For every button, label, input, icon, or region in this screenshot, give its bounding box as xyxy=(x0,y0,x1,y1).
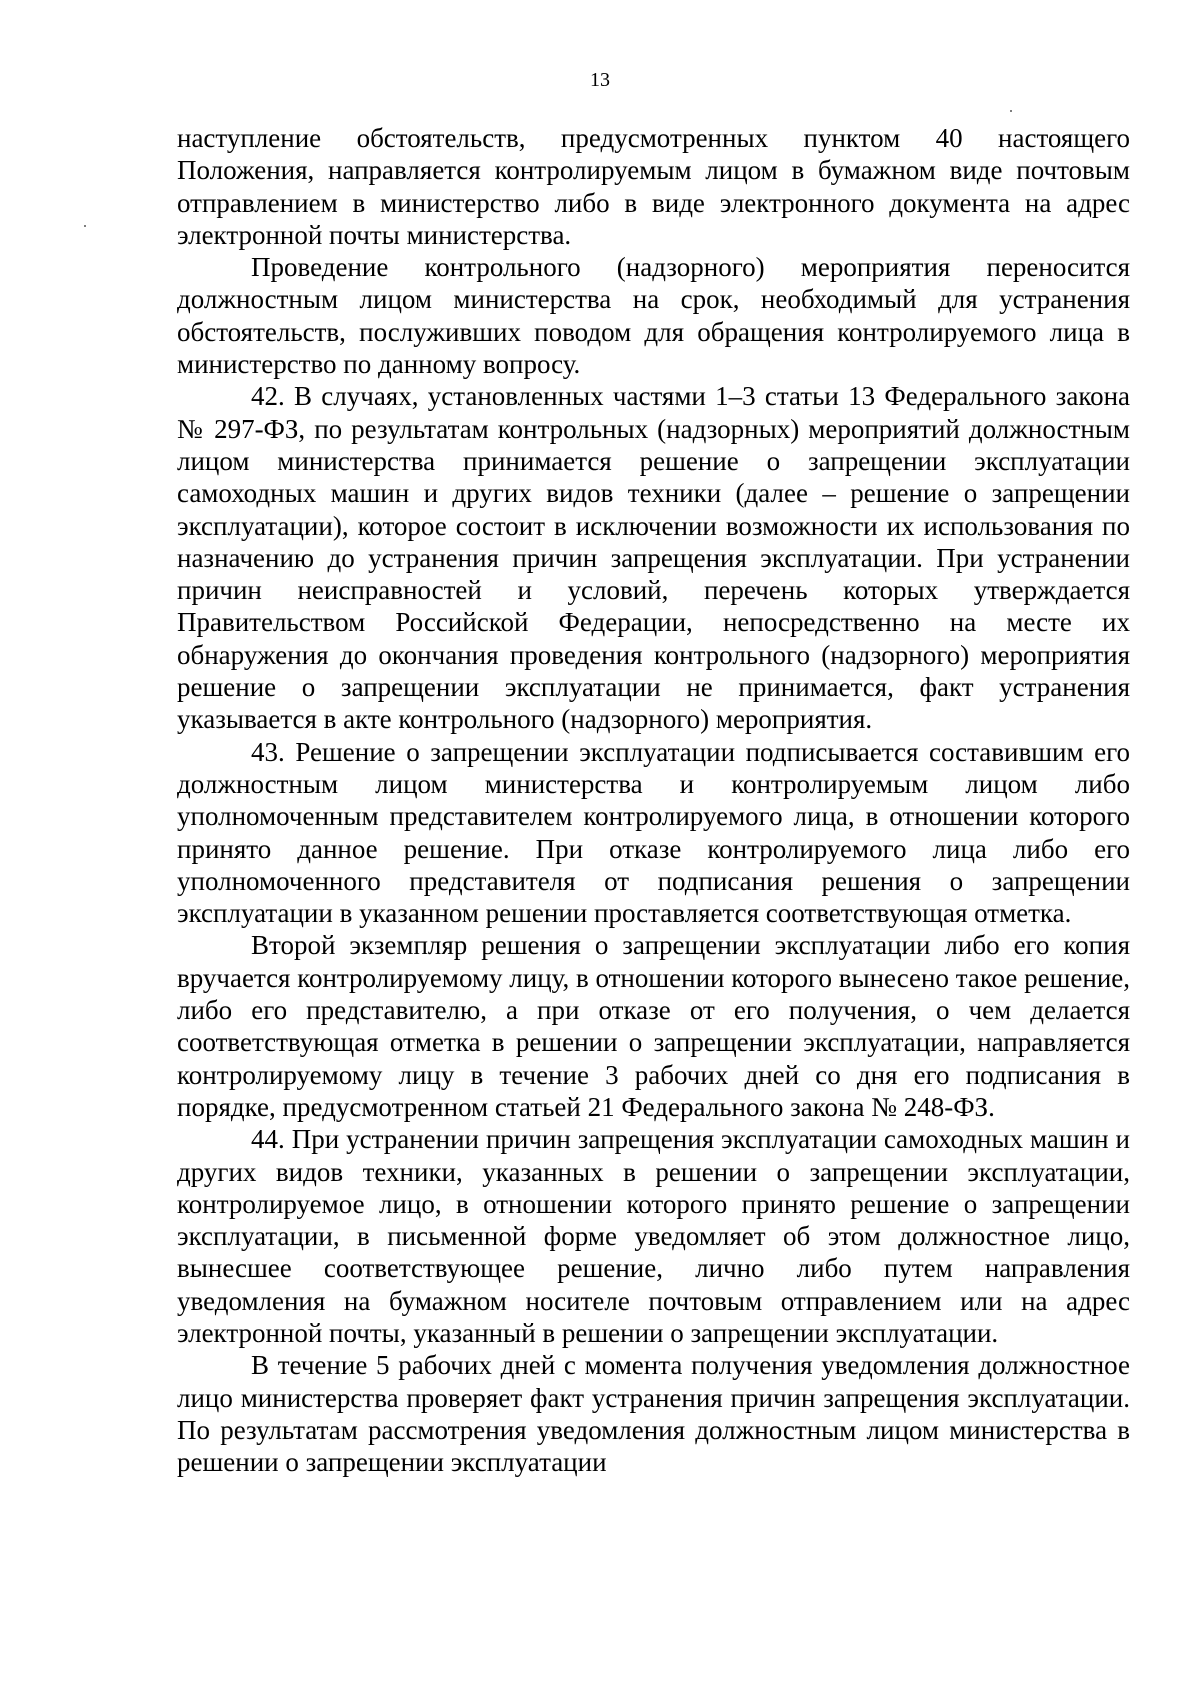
paragraph-second-copy: Второй экземпляр решения о запрещении эксплуатации либо его копия вручается контролируемому лицу, в отношении которого вынесено такое решение, либо его представителю, а при отказе от его получения, о чем делается соответствующая отметка в решении о запрещении эксплуатации, направляется контролируемому лицу в течение 3 рабочих дней со дня его подписания в порядке, предусмотренном статьей 21 Федерального закона № 248-ФЗ. xyxy=(177,930,1131,1122)
paragraph-continuation: наступление обстоятельств, предусмотренных пунктом 40 настоящего Положения, направляется контролируемым лицом в бумажном виде почтовым отправлением в министерство либо в виде электронного документа на адрес электронной почты министерства. xyxy=(177,123,1130,250)
scan-speck xyxy=(84,225,86,227)
paragraph-verification: В течение 5 рабочих дней с момента получения уведомления должностное лицо министерства проверяет факт устранения причин запрещения эксплуатации. По результатам рассмотрения уведомления должностным лицом министерства в решении о запрещении эксплуатации xyxy=(177,1350,1130,1478)
document-body xyxy=(177,122,1130,1478)
scan-speck xyxy=(1010,110,1012,112)
paragraph-postponement: Проведение контрольного (надзорного) мероприятия переносится должностным лицом министерства на срок, необходимый для устранения обстоятельств, послуживших поводом для обращения контролируемого лица в министерство по данному вопросу. xyxy=(177,252,1130,380)
paragraph-item-44: 44. При устранении причин запрещения эксплуатации самоходных машин и других видов техники, указанных в решении о запрещении эксплуатации, контролируемое лицо, в отношении которого принято решение о запрещении эксплуатации, в письменной форме уведомляет об этом должностное лицо, вынесшее соответствующее решение, лично либо путем направления уведомления на бумажном носителе почтовым отправлением или на адрес электронной почты, указанный в решении о запрещении эксплуатации. xyxy=(177,1124,1130,1348)
page-number: 13 xyxy=(590,69,610,91)
paragraph-item-43: 43. Решение о запрещении эксплуатации подписывается составившим его должностным лицом министерства и контролируемым лицом либо уполномоченным представителем контролируемого лица, в отношении которого принято данное решение. При отказе контролируемого лица либо его уполномоченного представителя от подписания решения о запрещении эксплуатации в указанном решении проставляется соответствующая отметка. xyxy=(177,736,1130,929)
paragraph-item-42: 42. В случаях, установленных частями 1–3 статьи 13 Федерального закона № 297-ФЗ, по результатам контрольных (надзорных) мероприятий должностным лицом министерства принимается решение о запрещении эксплуатации самоходных машин и других видов техники (далее – решение о запрещении эксплуатации), которое состоит в исключении возможности их использования по назначению до устранения причин запрещения эксплуатации. При устранении причин неисправностей и условий, перечень которых утверждается Правительством Российской Федерации, непосредственно на месте их обнаружения до окончания проведения контрольного (надзорного) мероприятия решение о запрещении эксплуатации не принимается, факт устранения указывается в акте контрольного (надзорного) мероприятия. xyxy=(177,381,1130,735)
